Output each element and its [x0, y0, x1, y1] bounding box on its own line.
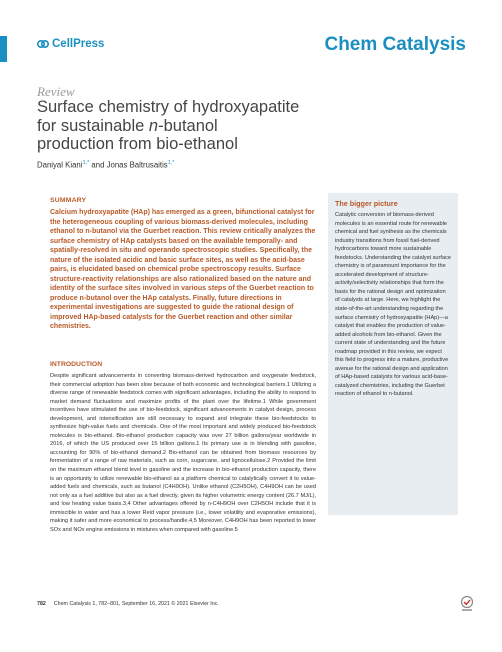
page-number: 782	[37, 601, 46, 607]
publisher-name: CellPress	[52, 38, 105, 50]
title-line-2-post: -butanol	[158, 116, 218, 135]
citation-line: Chem Catalysis 1, 782–801, September 16, 2021 © 2021 Elsevier Inc.	[53, 601, 219, 607]
page-footer	[37, 601, 219, 607]
cellpress-icon	[37, 38, 49, 50]
journal-name[interactable]: Chem Catalysis	[324, 34, 466, 55]
summary-heading: SUMMARY	[50, 197, 87, 204]
author-separator: and	[89, 160, 107, 170]
author-affiliation[interactable]: 1,*	[82, 160, 90, 166]
author-list	[37, 160, 174, 170]
author-name[interactable]: Daniyal Kiani	[37, 160, 83, 170]
article-title	[37, 98, 367, 154]
introduction-text: Despite significant advancements in converting biomass-derived hydrocarbon and oxygenate feedstock, their commercial adoption has been slow because of both economic and technological barriers.1 Utilizing a diverse range of renewable feedstock comes with significant advantages, including the ability to respond to market demand fluctuations and maximize profits of the plant over the lifetime.1 While government incentives have stimulated the use of bio-feedstock, significant advancements in catalyst design, process development, and intensification are still necessary to expand and integrate these bio-feedstocks to synthesize high-value fuels and chemicals. One of the most important and widely produced bio-feedstock molecules is bio-ethanol. Bio-ethanol production capacity was over 27 billion gallons/year worldwide in 2016, of which the US produced over 15 billion gallons.1 Its primary use is in blending with gasoline, accounting for 90% of bio-ethanol demand.2 Bio-ethanol can be obtained from biomass resources by fermentation of a range of raw materials, such as corn, sugarcane, and lignocellulose.2 Provided the limit on the maximum ethanol blend level in gasoline and the increase in bio-ethanol production capacity, there is an opportunity to utilize renewable bio-ethanol as a platform chemical to catalytically convert it to value-added fuels and chemicals, such as butanol (C4H9OH). Unlike ethanol (C2H5OH), C4H9OH can be used not only as a fuel additive but also as a fuel directly, given its higher volumetric energy content (26.7 MJ/L), and low heating value basis.3,4 Other advantages offered by n-C4H9OH over C2H5OH include that it is immiscible in water and has a lower Reid vapor pressure (i.e., lower volatility and evaporative emissions), making it safer and more economical to process/handle.4,5 Moreover, C4H9OH has been reported to lower SOx and NOx engine emissions in mixtures when compared with gasoline.5	[50, 373, 316, 533]
bigger-picture-box	[328, 193, 458, 515]
article-type: Review	[37, 84, 75, 99]
author-name[interactable]: Jonas Baltrusaitis	[106, 160, 168, 170]
title-line-3: production from bio-ethanol	[37, 135, 238, 153]
publisher-logo[interactable]	[37, 38, 104, 50]
title-line-2-italic: n	[148, 116, 159, 135]
author-affiliation[interactable]: 1,*	[167, 160, 175, 166]
title-line-1: Surface chemistry of hydroxyapatite	[37, 98, 300, 116]
brand-bar	[0, 36, 7, 62]
summary-text: Calcium hydroxyapatite (HAp) has emerged as a green, bifunctional catalyst for the heterogeneous coupling of various biomass-derived molecules, including ethanol to n-butanol via the Guerbet reaction. This review critically analyzes the surface chemistry of HAp catalysts based on the available temporally- and spatially-resolved in situ and operando spectroscopic studies. Specifically, the nature of the isolated acidic and basic surface sites, as well as the acid-base pairs, is elucidated based on chemical probe spectroscopy results. Surface structure-reactivity relationships are also rationalized based on the nature and identity of the surface sites involved in various steps of the Guerbet reaction to produce n-butanol over the HAp catalysts. Finally, future directions in experimental investigations are suggested to guide the rational design of improved HAp-based catalysts for the Guerbet reaction and other similar chemistries.	[50, 209, 316, 330]
bigger-picture-text: Catalytic conversion of biomass-derived molecules is an essential route for renewable chemical and fuel synthesis as the chemicals industry transitions from fossil fuel-derived hydrocarbons toward more sustainable feedstocks. Understanding the catalyst surface chemistry is of paramount importance for the accelerated development of structure-activity/selectivity relationships that form the basis for the rational design and optimization of catalysts at large. Here, we highlight the state-of-the-art understanding regarding the surface chemistry of hydroxyapatite (HAp)—a catalyst that enables the production of value-added alcohols from bio-ethanol. Given the current state of understanding and the future roadmap provided in this review, we expect this field to progress into a mature, productive avenue for the rational design and application of HAp-based catalysts for various acid-base-catalyzed chemistries, including the Guerbet reaction of ethanol to n-butanol.	[335, 212, 451, 398]
bigger-picture-heading: The bigger picture	[335, 199, 398, 208]
title-line-2-pre: for sustainable	[37, 116, 149, 135]
introduction-heading: INTRODUCTION	[50, 361, 103, 368]
check-for-updates-icon[interactable]	[460, 595, 474, 613]
